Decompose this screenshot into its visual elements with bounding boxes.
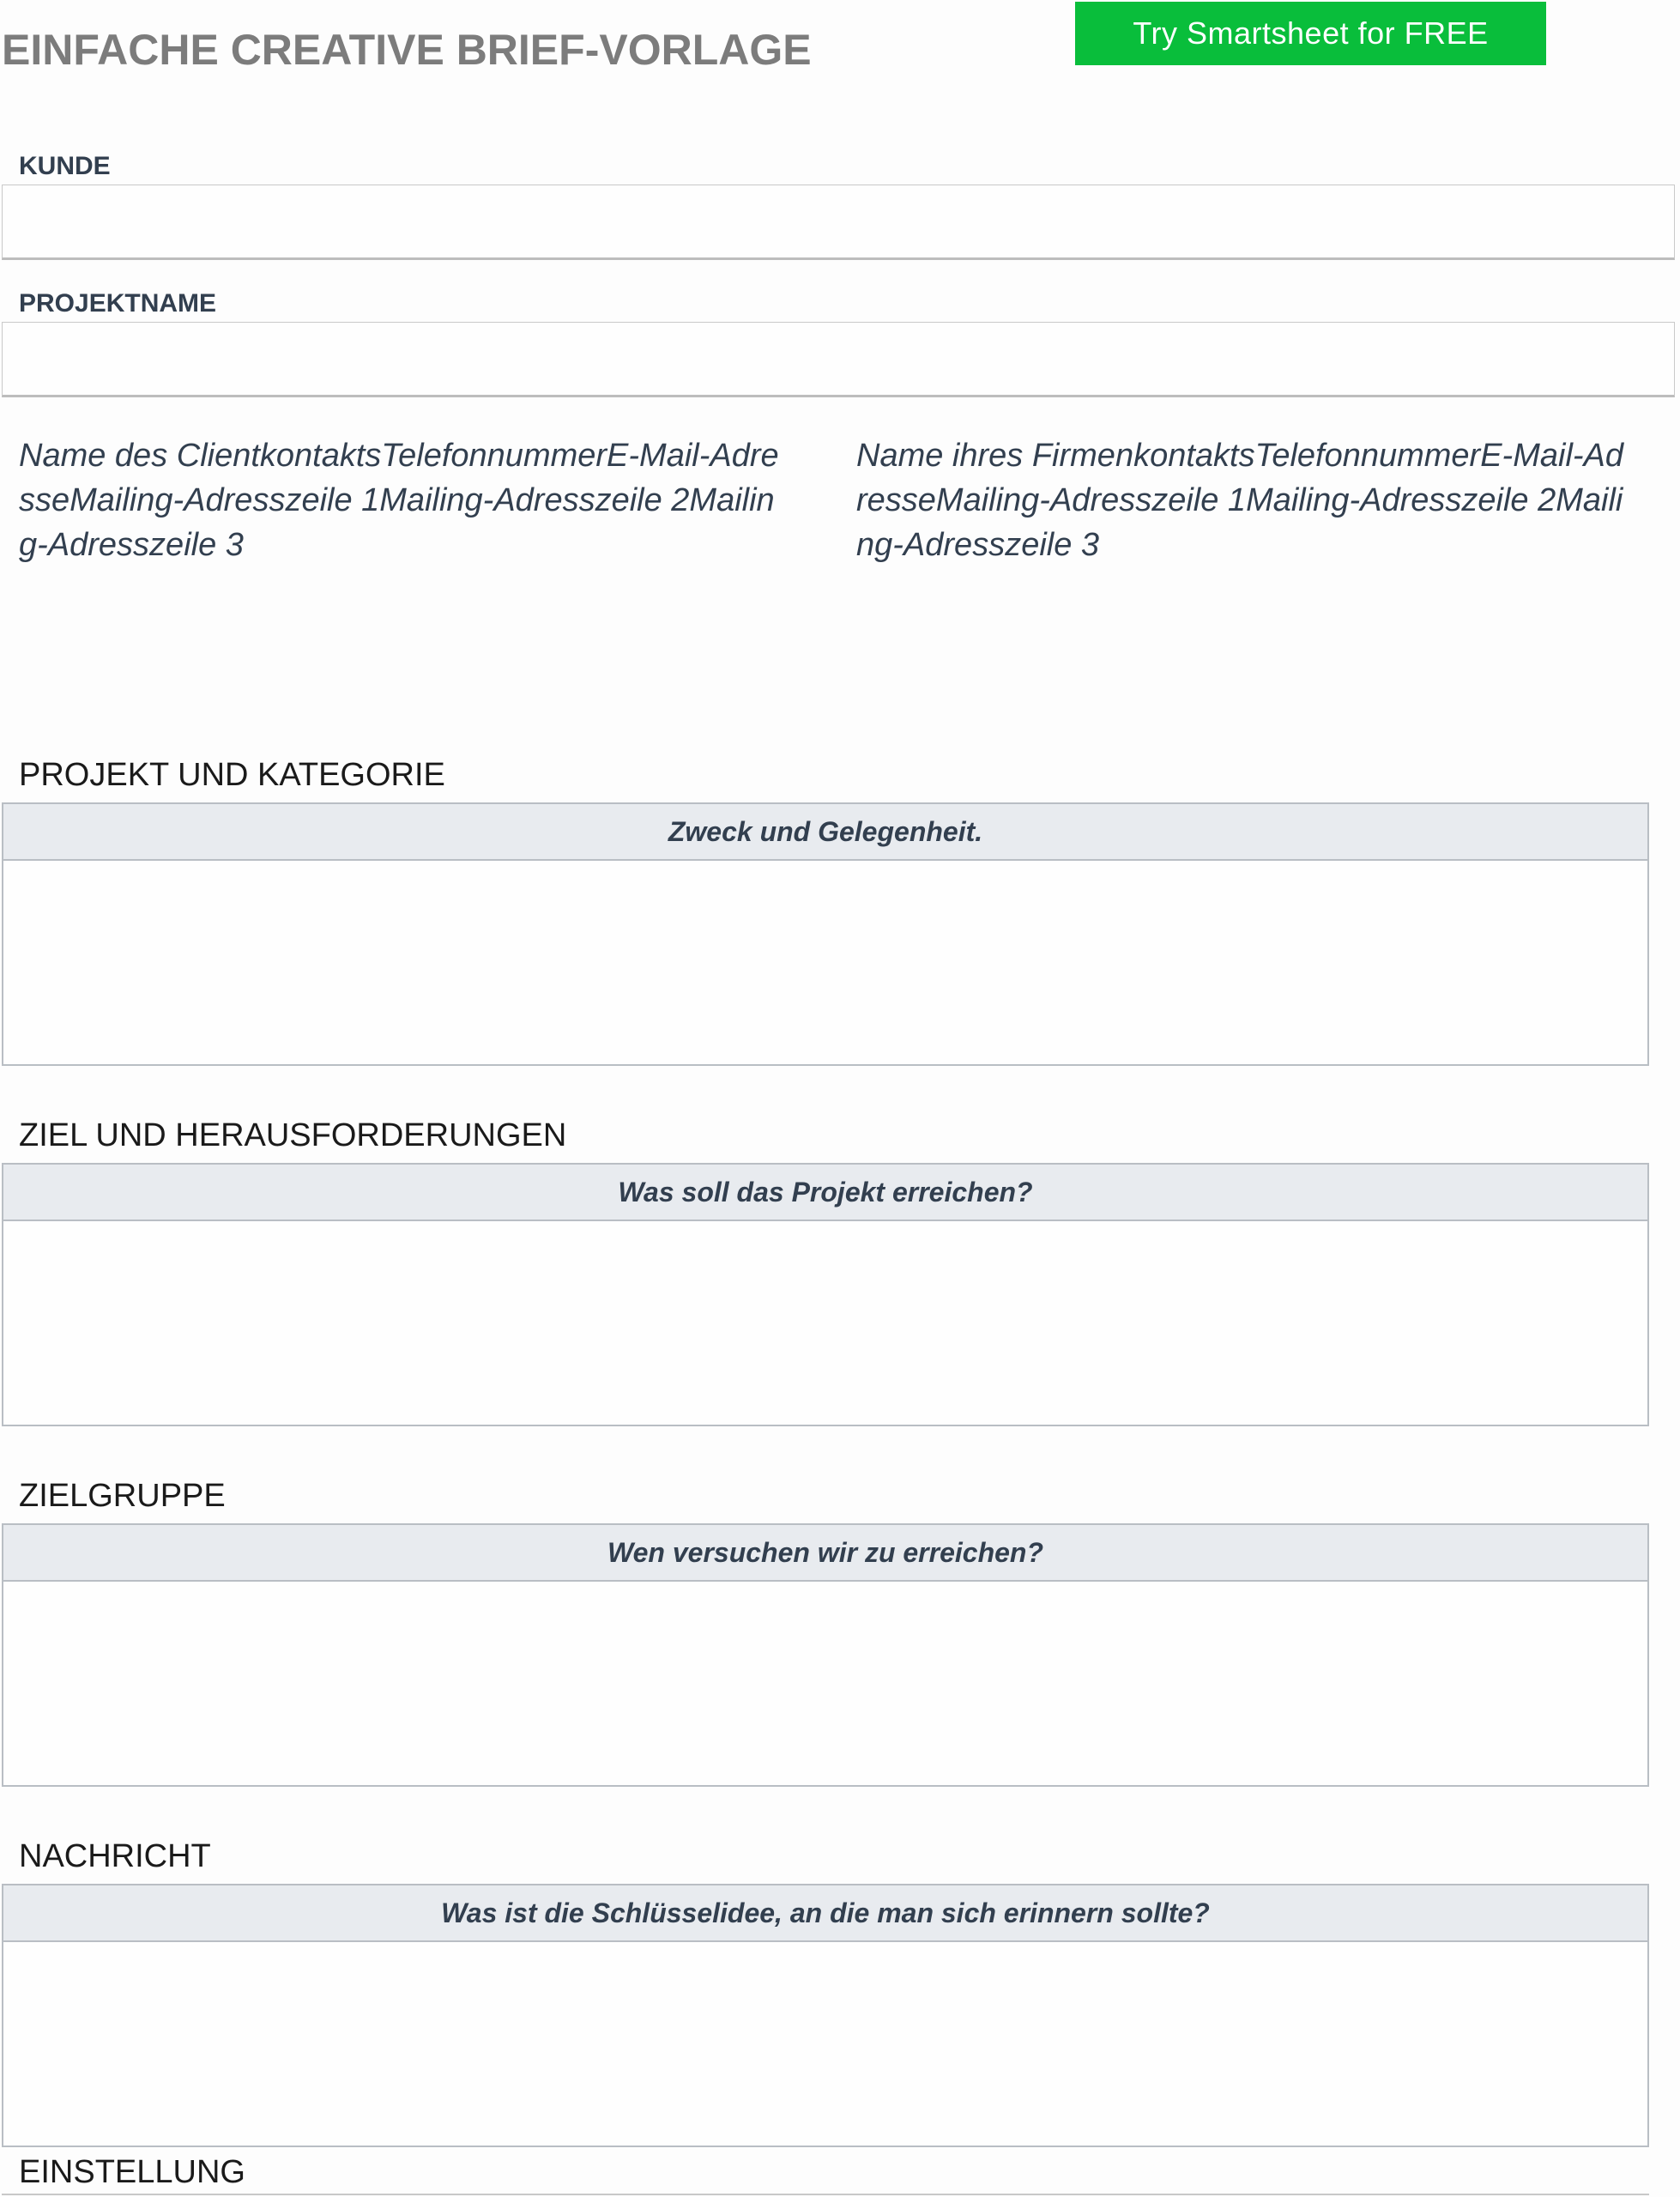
divider — [2, 2194, 1649, 2195]
client-input[interactable] — [2, 185, 1675, 260]
document-title: EINFACHE CREATIVE BRIEF-VORLAGE — [2, 26, 812, 74]
section-prompt: Wen versuchen wir zu erreichen? — [3, 1525, 1647, 1582]
section-heading-einstellung: EINSTELLUNG — [19, 2154, 245, 2190]
client-contact-block[interactable]: Name des ClientkontaktsTelefonnummerE-Mail-AdresseMailing-Adresszeile 1Mailing-Adresszeile 2Mailing-Adresszeile 3 — [19, 438, 779, 563]
section-input-area[interactable] — [3, 1221, 1647, 1428]
section-input-area[interactable] — [3, 1582, 1647, 1788]
section-heading-projekt-kategorie: PROJEKT UND KATEGORIE — [19, 757, 445, 793]
section-heading-zielgruppe: ZIELGRUPPE — [19, 1478, 226, 1514]
section-input-area[interactable] — [3, 861, 1647, 1068]
project-name-input[interactable] — [2, 322, 1675, 397]
section-heading-ziel: ZIEL UND HERAUSFORDERUNGEN — [19, 1117, 567, 1153]
section-table-zielgruppe — [2, 1523, 1649, 1787]
client-label: KUNDE — [19, 152, 111, 180]
try-smartsheet-button[interactable]: Try Smartsheet for FREE — [1075, 2, 1546, 65]
section-table-ziel — [2, 1163, 1649, 1426]
section-prompt: Zweck und Gelegenheit. — [3, 804, 1647, 861]
section-table-nachricht — [2, 1884, 1649, 2147]
section-input-area[interactable] — [3, 1942, 1647, 2149]
section-heading-nachricht: NACHRICHT — [19, 1838, 211, 1874]
section-table-projekt-kategorie — [2, 802, 1649, 1066]
section-prompt: Was soll das Projekt erreichen? — [3, 1165, 1647, 1221]
company-contact-block[interactable]: Name ihres FirmenkontaktsTelefonnummerE-Mail-AdresseMailing-Adresszeile 1Mailing-Adresszeile 2Mailing-Adresszeile 3 — [856, 438, 1624, 563]
section-prompt: Was ist die Schlüsselidee, an die man sich erinnern sollte? — [3, 1885, 1647, 1942]
project-name-label: PROJEKTNAME — [19, 289, 217, 318]
